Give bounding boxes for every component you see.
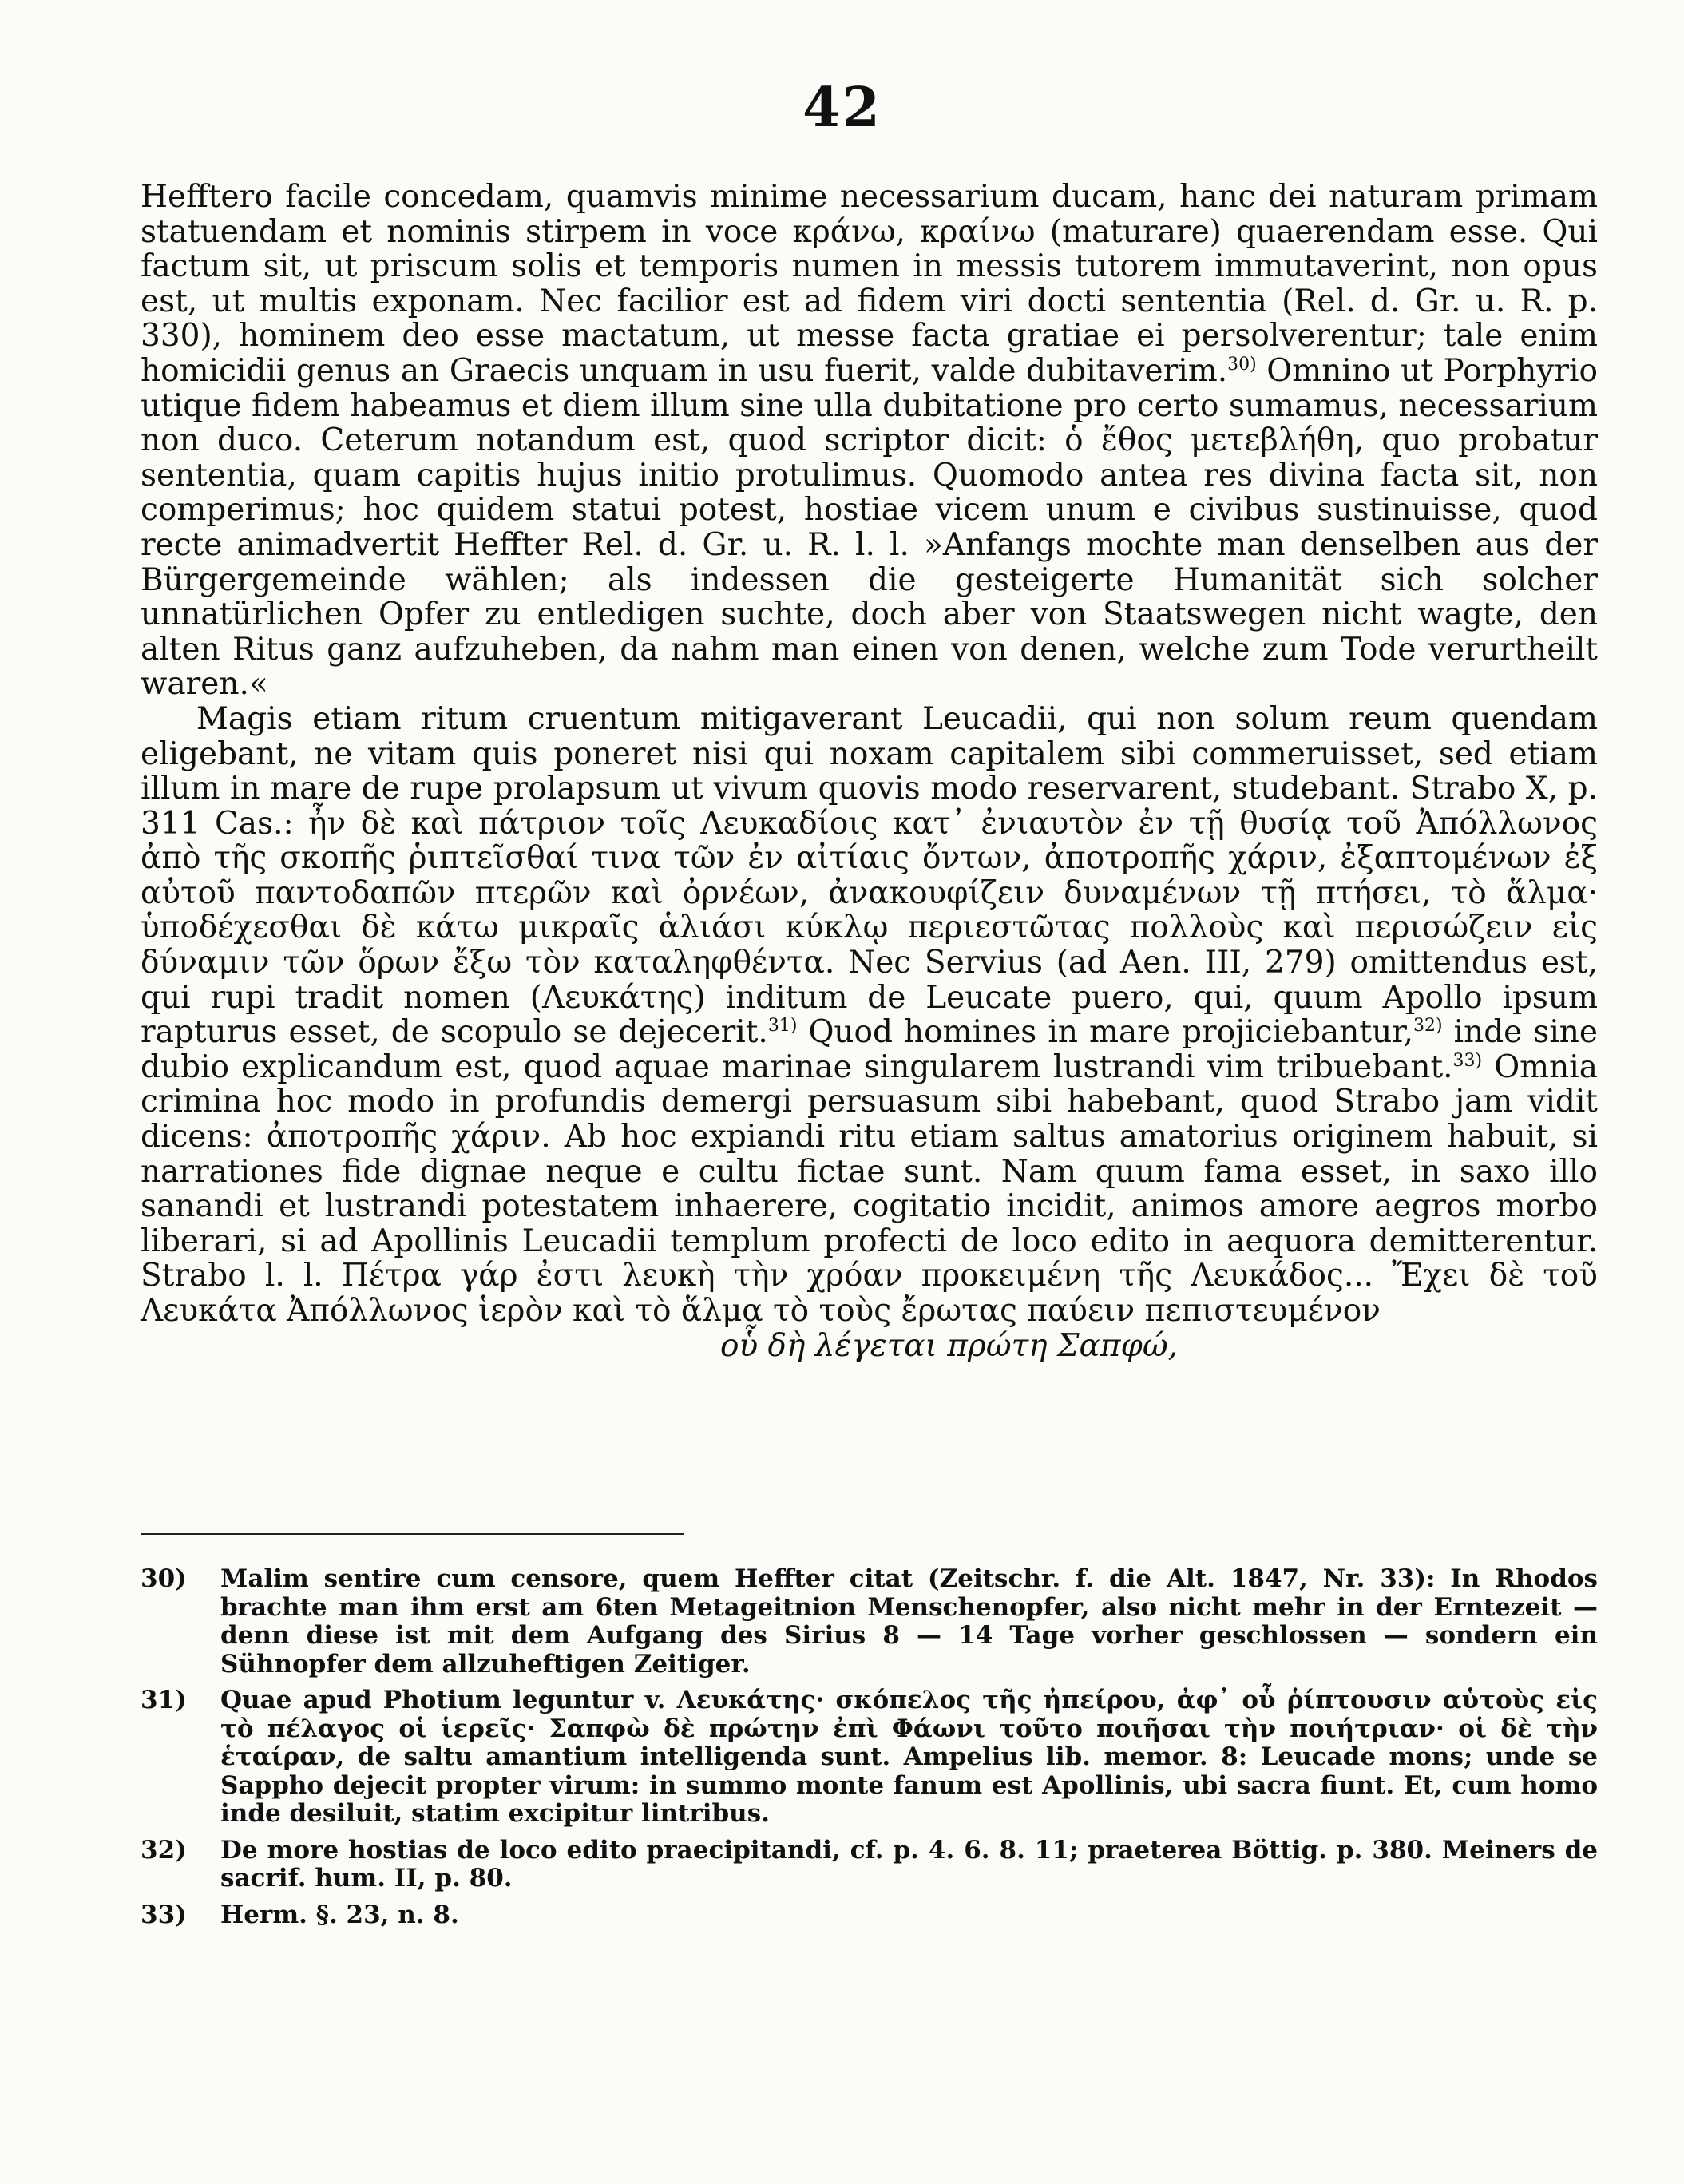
footnote-number: 30) <box>141 1564 187 1593</box>
footnote-text: Herm. §. 23, n. 8. <box>220 1900 459 1929</box>
footnotes <box>141 1565 1598 1937</box>
paragraph-2-text-c: inde sine dubio explicandum est, quod aquae marinae singularem lustrandi vim tribuebant. <box>141 1014 1598 1085</box>
main-text <box>141 180 1598 1363</box>
footnote-33 <box>141 1901 1598 1930</box>
paragraph-2 <box>141 702 1598 1329</box>
footnote-31 <box>141 1687 1598 1829</box>
footnote-32 <box>141 1837 1598 1893</box>
footnote-text: De more hostias de loco edito praecipitandi, cf. p. 4. 6. 8. 11; praeterea Böttig. p. 380. Meiners de sacrif. hum. II, p. 80. <box>220 1835 1598 1893</box>
footnote-separator <box>141 1533 684 1535</box>
footnote-text: Malim sentire cum censore, quem Heffter citat (Zeitschr. f. die Alt. 1847, Nr. 33): In Rhodos brachte man ihm erst am 6ten Metageitnion Menschenopfer, also nicht mehr in der Erntezeit — denn diese ist mit dem Aufgang des Sirius 8 — 14 Tage vorher geschlossen — sondern ein Sühnopfer dem allzuheftigen Zeitiger. <box>220 1564 1598 1679</box>
footnote-number: 31) <box>141 1686 187 1714</box>
paragraph-1 <box>141 180 1598 702</box>
paragraph-2-text-a: Magis etiam ritum cruentum mitigaverant Leucadii, qui non solum reum quendam eligebant, ne vitam quis poneret nisi qui noxam capitalem sibi commeruisset, sed etiam illum in mare de rupe prolapsum ut vivum quovis modo reservarent, studebant. Strabo X, p. 311 Cas.: ἦν δὲ καὶ πάτριον τοῖς Λευκαδίοις κατ᾽ ἐνιαυτὸν ἐν τῇ θυσίᾳ τοῦ Ἀπόλλωνος ἀπὸ τῆς σκοπῆς ῥιπτεῖσθαί τινα τῶν ἐν αἰτίαις ὄντων, ἀποτροπῆς χάριν, ἐξαπτομένων ἐξ αὐτοῦ παντοδαπῶν πτερῶν καὶ ὀρνέων, ἀνακουφίζειν δυναμένων τῇ πτήσει, τὸ ἅλμα· ὑποδέχεσθαι δὲ κάτω μικραῖς ἁλιάσι κύκλῳ περιεστῶτας πολλοὺς καὶ περισώζειν εἰς δύναμιν τῶν ὅρων ἔξω τὸν καταληφθέντα. Nec Servius (ad Aen. III, 279) omittendus est, qui rupi tradit nomen (Λευκάτης) inditum de Leucate puero, qui, quum Apollo ipsum rapturus esset, de scopulo se dejecerit. <box>141 700 1598 1051</box>
footnote-ref-33[interactable]: 33) <box>1452 1050 1483 1071</box>
paragraph-1-text: Hefftero facile concedam, quamvis minime necessarium ducam, hanc dei naturam primam statuendam et nominis stirpem in voce κράνω, κραίνω (maturare) quaerendam esse. Qui factum sit, ut priscum solis et temporis numen in messis tutorem immutaverint, non opus est, ut multis exponam. Nec facilior est ad fidem viri docti sententia (Rel. d. Gr. u. R. p. 330), hominem deo esse mactatum, ut messe facta gratiae ei persolverentur; tale enim homicidii genus an Graecis unquam in usu fuerit, valde dubitaverim. <box>141 179 1598 389</box>
footnote-number: 32) <box>141 1835 187 1865</box>
paragraph-2-text-d: Omnia crimina hoc modo in profundis demergi persuasum sibi habebant, quod Strabo jam vidit dicens: ἀποτροπῆς χάριν. Ab hoc expiandi ritu etiam saltus amatorius originem habuit, si narrationes fide dignae neque e cultu fictae sunt. Nam quum fama esset, in saxo illo sanandi et lustrandi potestatem inhaerere, cogitatio incidit, animos amore aegros morbo liberari, si ad Apollinis Leucadii templum profecti de loco edito in aequora demitterentur. Strabo l. l. Πέτρα γάρ ἐστι λευκὴ τὴν χρόαν προκειμένη τῆς Λευκάδος... Ἔχει δὲ τοῦ Λευκάτα Ἀπόλλωνος ἱερὸν καὶ τὸ ἅλμα τὸ τοὺς ἔρωτας παύειν πεπιστευμένον <box>141 1048 1598 1329</box>
footnote-ref-31[interactable]: 31) <box>767 1016 798 1037</box>
footnote-number: 33) <box>141 1900 187 1929</box>
paragraph-1-continuation: Omnino ut Porphyrio utique fidem habeamus et diem illum sine ulla dubitatione pro certo sumamus, necessarium non duco. Ceterum notandum est, quod scriptor dicit: ὁ ἔθος μετεβλήθη, quo probatur sententia, quam capitis hujus initio protulimus. Quomodo antea res divina facta sit, non comperimus; hoc quidem statui potest, hostiae vicem unum e civibus sustinuisse, quod recte animadvertit Heffter Rel. d. Gr. u. R. l. l. »Anfangs mochte man denselben aus der Bürgergemeinde wählen; als indessen die gesteigerte Humanität sich solcher unnatürlichen Opfer zu entledigen suchte, doch aber von Staatswegen nicht wagte, den alten Ritus ganz aufzuheben, da nahm man einen von denen, welche zum Tode verurtheilt waren.« <box>141 352 1598 703</box>
footnote-ref-32[interactable]: 32) <box>1413 1016 1443 1037</box>
verse-line: οὗ δὴ λέγεται πρώτη Σαπφώ, <box>719 1327 1179 1364</box>
footnote-text: Quae apud Photium leguntur v. Λευκάτης· σκόπελος τῆς ἠπείρου, ἀφ᾽ οὗ ῥίπτουσιν αὑτοὺς εἰς τὸ πέλαγος οἱ ἱερεῖς· Σαπφὼ δὲ πρώτην ἐπὶ Φάωνι τοῦτο ποιῆσαι τὴν ποιήτριαν· οἱ δὲ τὴν ἑταίραν, de saltu amantium intelligenda sunt. Ampelius lib. memor. 8: Leucade mons; unde se Sappho dejecit propter virum: in summo monte fanum est Apollinis, ubi sacra fiunt. Et, cum homo inde desiluit, statim excipitur lintribus. <box>220 1686 1598 1828</box>
page-number: 42 <box>802 76 882 140</box>
paragraph-2-text-b: Quod homines in mare projiciebantur, <box>797 1014 1413 1051</box>
footnote-30 <box>141 1565 1598 1679</box>
footnote-ref-30[interactable]: 30) <box>1227 354 1257 375</box>
